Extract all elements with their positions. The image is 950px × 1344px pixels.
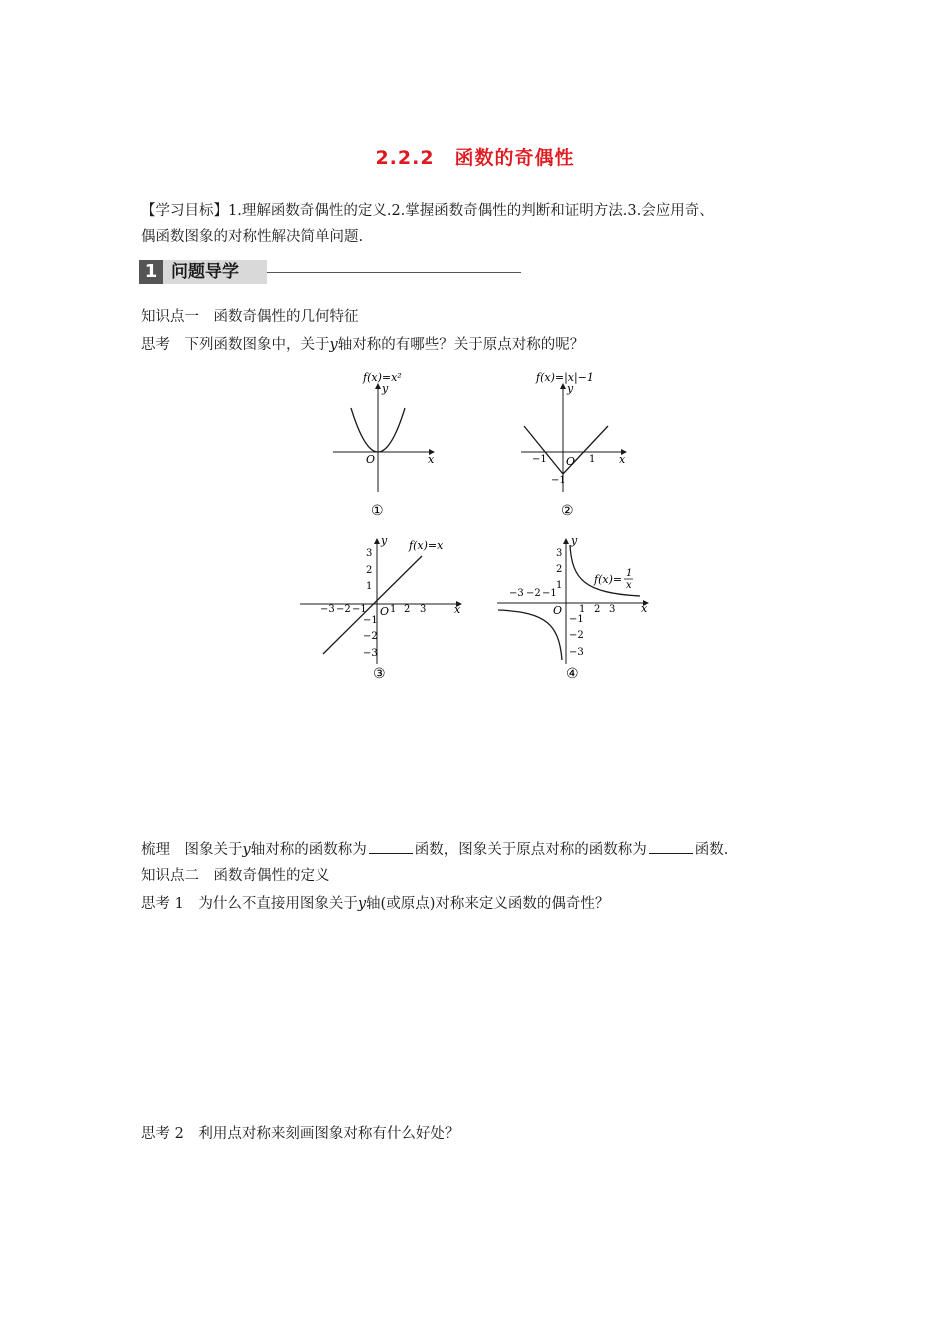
- graph-4-function-denominator: x: [626, 580, 632, 591]
- graph-4-y-tick: 1: [556, 580, 563, 591]
- summary-text: 轴对称的函数称为: [250, 842, 367, 858]
- knowledge-point-2-question-2: 思考 2 利用点对称来刻画图象对称有什么好处？: [141, 1126, 460, 1142]
- graph-2: [521, 371, 626, 519]
- page-title: 2.2.2 函数的奇偶性: [375, 147, 575, 169]
- graph-2-y-label: y: [567, 382, 574, 395]
- graph-4-y-tick: −2: [569, 630, 584, 641]
- graph-4-y-tick: 3: [556, 548, 563, 559]
- question-variable: y: [357, 896, 367, 912]
- graph-3-y-tick: 1: [366, 581, 373, 592]
- graph-2-caption: ②: [561, 503, 574, 519]
- summary-text-end: 函数.: [694, 842, 729, 858]
- question-variable: y: [329, 337, 338, 353]
- summary-line: [141, 839, 728, 861]
- graph-4-caption: ④: [566, 666, 579, 682]
- question-text: 思考 1 为什么不直接用图象关于: [141, 896, 358, 912]
- graph-3-x-tick: −2: [336, 604, 351, 615]
- graph-3-x-tick: −1: [352, 604, 367, 615]
- graph-3-x-tick: 1: [390, 604, 397, 615]
- graph-3-y-tick: 3: [366, 548, 373, 559]
- summary-text: 函数，图象关于原点对称的函数称为: [414, 842, 647, 858]
- graph-1-x-label: x: [428, 453, 435, 466]
- graph-3-x-tick: 3: [420, 604, 427, 615]
- objective-text-2: 偶函数图象的对称性解决简单问题.: [141, 229, 364, 245]
- summary-variable: y: [242, 842, 251, 858]
- objective-text-1: 1.理解函数奇偶性的定义.2.掌握函数奇偶性的判断和证明方法.3.会应用奇、: [228, 203, 714, 219]
- graph-4-x-tick: −2: [526, 588, 541, 599]
- graph-3-y-tick: −3: [363, 648, 378, 659]
- section-number: 1: [139, 260, 163, 284]
- question-text: 思考 下列函数图象中，关于: [141, 337, 330, 353]
- graph-4-y-tick: −1: [569, 614, 584, 625]
- graph-4-x-tick: −3: [509, 588, 524, 599]
- graph-3-y-tick: −2: [363, 631, 378, 642]
- graph-2-y-tick: −1: [551, 475, 566, 486]
- graph-4-x-tick: 1: [579, 604, 586, 615]
- graph-3: [300, 534, 461, 682]
- graph-4-x-tick: −1: [542, 588, 557, 599]
- graph-4-x-tick: 2: [594, 604, 601, 615]
- knowledge-point-2-heading: 知识点二 函数奇偶性的定义: [141, 868, 330, 884]
- question-text-end: 轴对称的有哪些？关于原点对称的呢？: [337, 337, 585, 353]
- objective-label: 【学习目标】: [141, 203, 228, 219]
- graph-2-x-label: x: [619, 453, 626, 466]
- knowledge-point-1-heading: 知识点一 函数奇偶性的几何特征: [141, 309, 359, 325]
- graph-4-y-tick: −3: [569, 647, 584, 658]
- graph-3-y-label: y: [381, 534, 388, 547]
- graph-3-x-label: x: [454, 603, 461, 616]
- graph-3-origin: O: [380, 605, 390, 618]
- section-title: 问题导学: [171, 262, 239, 282]
- knowledge-point-2-question-1: [141, 893, 609, 915]
- graph-1-caption: ①: [371, 503, 384, 519]
- graph-3-function-label: f(x)=x: [409, 539, 444, 552]
- graph-1-function-label: f(x)=x²: [363, 371, 402, 384]
- graph-4-x-label: x: [641, 602, 648, 615]
- graph-4-curve-left: [498, 610, 562, 660]
- question-text-end: 轴(或原点)对称来定义函数的偶奇性？: [366, 896, 610, 912]
- graph-4-function-label: f(x)=: [594, 573, 623, 586]
- graph-2-x-tick: 1: [589, 454, 596, 465]
- graph-1-origin: O: [366, 453, 376, 466]
- graph-4-x-tick: 3: [609, 604, 616, 615]
- graph-1-y-label: y: [382, 382, 389, 395]
- graph-1: [333, 371, 435, 519]
- graph-3-y-tick: 2: [366, 565, 373, 576]
- graph-2-x-tick: −1: [532, 454, 547, 465]
- graph-3-y-tick: −1: [363, 615, 378, 626]
- graph-3-x-tick: 2: [404, 604, 411, 615]
- fill-in-blank[interactable]: [649, 839, 693, 854]
- graph-2-function-label: f(x)=|x|−1: [536, 371, 594, 384]
- graph-3-x-tick: −3: [320, 604, 335, 615]
- graph-4-origin: O: [553, 604, 563, 617]
- graph-4-y-label: y: [571, 534, 578, 547]
- graph-4: [497, 534, 648, 682]
- graph-4-y-tick: 2: [556, 564, 563, 575]
- fill-in-blank[interactable]: [369, 839, 413, 854]
- graph-3-caption: ③: [373, 666, 386, 682]
- summary-text: 梳理 图象关于: [141, 842, 243, 858]
- graph-4-function-numerator: 1: [626, 568, 633, 579]
- graph-2-origin: O: [566, 455, 576, 468]
